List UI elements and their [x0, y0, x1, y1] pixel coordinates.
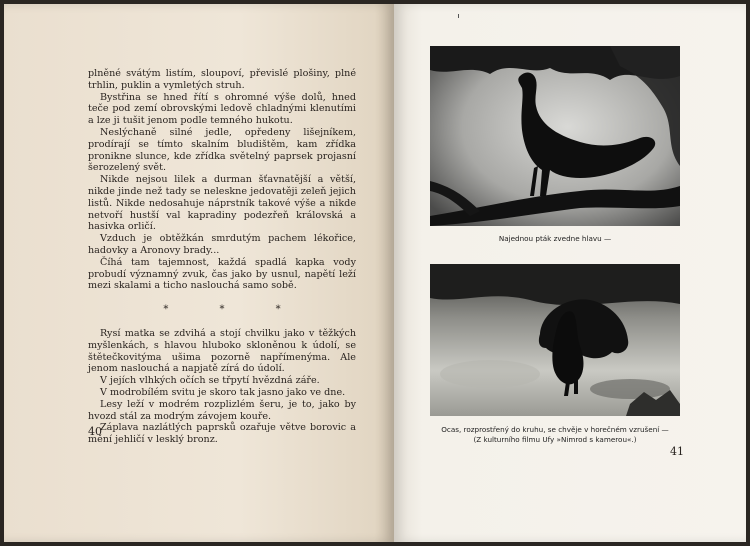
paragraph: V modrobílém svitu je skoro tak jasno jako ve dne. — [100, 386, 346, 398]
section-separator: * * * — [163, 304, 305, 316]
photo-2-caption — [416, 425, 694, 445]
page-mark — [458, 14, 459, 18]
page-number-right: 41 — [670, 445, 684, 458]
photo-capercaillie-fanned-tail — [430, 264, 680, 416]
paragraph: Číhá tam tajemnost, každá spadlá kapka vody probudí významný zvuk, čas jako by usnul, napětí leží mezi skalami a ticho naslouchá samo sobě. — [88, 256, 356, 292]
page-number-left: 40 — [88, 425, 102, 438]
paragraph: Lesy leží v modrém rozplizlém šeru, je to, jako by hvozd stál za modrým závojem kouře. — [88, 398, 356, 422]
paragraph: Záplava nazlátlých paprsků ozařuje větve borovic a mění jehličí v lesklý bronz. — [88, 422, 356, 446]
paragraph: Bystřina se hned řítí s ohromné výše dolů, hned teče pod zemí obrovskými ledově chladnými klenutími a lze ji tušit jenom podle temného hukotu. — [88, 91, 356, 127]
photo-capercaillie-raising-head — [430, 46, 680, 226]
photo-1-image — [430, 46, 680, 226]
photo-2-caption-line-2: (Z kulturního filmu Ufy »Nimrod s kamerou«.) — [473, 435, 637, 444]
paragraph: V jejích vlhkých očích se třpytí hvězdná záře. — [100, 375, 320, 387]
photo-2-image — [430, 264, 680, 416]
photo-1-caption: Najednou pták zvedne hlavu — — [498, 234, 612, 243]
paragraph: Vzduch je obtěžkán smrdutým pachem lékořice, hadovky a Aronovy brady... — [88, 233, 356, 256]
paragraph: Nikde nejsou lilek a durman šťavnatější a větší, nikde jinde než tady se neleskne jedovatěji zeleň jejich listů. Nikde nedosahuje náprstník takové výše a nikde netvoří hustší val kapradiny podezřeň královská a hasivka orličí. — [88, 174, 356, 233]
photo-2-caption-line-1: Ocas, rozprostřený do kruhu, se chvěje v horečném vzrušení — — [441, 425, 669, 434]
paragraph: plněné svátým listím, sloupoví, převislé plošiny, plné trhlin, puklin a vymletých struh. — [88, 68, 356, 91]
paragraph: Neslýchaně silné jedle, opředeny lišejníkem, prodírají se tímto skalním bludištěm, kam zřídka pronikne slunce, kde zřídka světelný paprsek projasní šerozelený svět. — [88, 126, 356, 174]
left-page-text — [88, 68, 356, 446]
paragraph: Rysí matka se zdvihá a stojí chvilku jako v těžkých myšlenkách, s hlavou hluboko skloněnou k údolí, se štětečkovitýma ušima pozorně napřímenýma. Ale jenom naslouchá a napjatě zírá do údolí. — [88, 327, 356, 375]
